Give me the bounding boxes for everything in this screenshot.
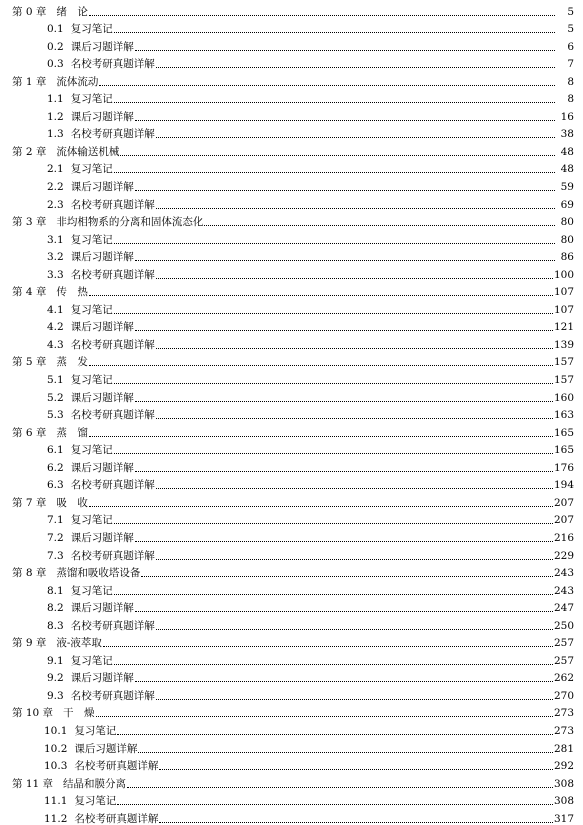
toc-chapter-entry[interactable]	[0, 281, 583, 299]
dot-leader	[135, 681, 553, 682]
toc-page-number: 86	[560, 251, 574, 264]
toc-section-entry[interactable]	[0, 456, 583, 474]
toc-entry-number: 1.3	[47, 128, 64, 141]
toc-entry-number: 第 5 章	[12, 356, 47, 369]
dot-leader	[156, 137, 555, 138]
toc-entry-title: 名校考研真题详解	[70, 58, 155, 71]
toc-entry-number: 6.1	[47, 444, 64, 457]
toc-entry-title: 课后习题详解	[74, 742, 138, 755]
toc-entry-number: 4.3	[47, 338, 64, 351]
dot-leader	[114, 594, 553, 595]
dot-leader	[135, 190, 555, 191]
toc-chapter-entry[interactable]	[0, 351, 583, 369]
toc-entry-title: 复习笔记	[70, 303, 113, 316]
toc-chapter-entry[interactable]	[0, 772, 583, 790]
toc-page-number: 59	[560, 181, 574, 194]
toc-entry-number: 第 3 章	[12, 216, 47, 229]
toc-entry-number: 4.1	[47, 303, 64, 316]
dot-leader	[114, 453, 553, 454]
toc-entry-number: 2.2	[47, 181, 64, 194]
toc-page-number: 176	[553, 461, 574, 474]
toc-entry-number: 11.1	[44, 795, 68, 808]
toc-section-entry[interactable]	[0, 246, 583, 264]
toc-entry-number: 7.2	[47, 531, 64, 544]
dot-leader	[89, 15, 555, 16]
toc-entry-title: 课后习题详解	[70, 391, 134, 404]
toc-page-number: 292	[553, 760, 574, 773]
dot-leader	[135, 120, 555, 121]
toc-entry-number: 1.2	[47, 110, 64, 123]
toc-entry-title: 课后习题详解	[70, 531, 134, 544]
toc-chapter-entry[interactable]	[0, 491, 583, 509]
toc-section-entry[interactable]	[0, 53, 583, 71]
dot-leader	[89, 295, 553, 296]
dot-leader	[114, 102, 555, 103]
toc-page-number: 194	[553, 479, 574, 492]
toc-entry-number: 7.1	[47, 514, 64, 527]
dot-leader	[114, 313, 553, 314]
toc-page-number: 107	[553, 303, 574, 316]
toc-entry-title: 课后习题详解	[70, 251, 134, 264]
dot-leader	[156, 348, 553, 349]
toc-entry-title: 蒸 发	[56, 356, 88, 369]
dot-leader	[135, 330, 553, 331]
toc-entry-number: 1.1	[47, 93, 64, 106]
toc-chapter-entry[interactable]	[0, 421, 583, 439]
toc-entry-title: 传 热	[56, 286, 88, 299]
toc-entry-number: 8.2	[47, 602, 64, 615]
dot-leader	[89, 365, 553, 366]
toc-entry-number: 3.3	[47, 268, 64, 281]
toc-section-entry[interactable]	[0, 684, 583, 702]
toc-page-number: 7	[567, 58, 574, 71]
toc-entry-number: 7.3	[47, 549, 64, 562]
toc-entry-number: 4.2	[47, 321, 64, 334]
toc-entry-number: 3.1	[47, 233, 64, 246]
dot-leader	[135, 401, 553, 402]
toc-page-number: 8	[567, 75, 574, 88]
toc-entry-number: 5.2	[47, 391, 64, 404]
toc-page-number: 6	[567, 40, 574, 53]
toc-entry-number: 第 4 章	[12, 286, 47, 299]
toc-entry-title: 流体流动	[56, 75, 99, 88]
toc-entry-number: 第 2 章	[12, 145, 47, 158]
toc-entry-number: 11.2	[44, 812, 68, 825]
dot-leader	[156, 699, 553, 700]
toc-entry-title: 名校考研真题详解	[70, 128, 155, 141]
toc-entry-title: 蒸馏和吸收塔设备	[56, 567, 141, 580]
toc-section-entry[interactable]	[0, 614, 583, 632]
toc-entry-number: 8.1	[47, 584, 64, 597]
toc-entry-number: 第 6 章	[12, 426, 47, 439]
toc-page-number: 160	[553, 391, 574, 404]
toc-chapter-entry[interactable]	[0, 70, 583, 88]
dot-leader	[99, 85, 555, 86]
toc-page-number: 121	[553, 321, 574, 334]
dot-leader	[117, 804, 553, 805]
dot-leader	[159, 822, 553, 823]
toc-entry-title: 复习笔记	[74, 795, 117, 808]
toc-entry-title: 绪 论	[56, 5, 88, 18]
toc-section-entry[interactable]	[0, 228, 583, 246]
toc-entry-title: 名校考研真题详解	[70, 268, 155, 281]
toc-entry-title: 课后习题详解	[70, 321, 134, 334]
dot-leader	[127, 787, 553, 788]
toc-page-number: 262	[553, 672, 574, 685]
toc-entry-number: 9.1	[47, 654, 64, 667]
toc-page-number: 38	[560, 128, 574, 141]
toc-entry-number: 10.3	[44, 760, 68, 773]
toc-entry-title: 流体输送机械	[56, 145, 120, 158]
toc-chapter-entry[interactable]	[0, 211, 583, 229]
toc-entry-title: 课后习题详解	[70, 672, 134, 685]
toc-entry-number: 0.1	[47, 23, 64, 36]
toc-entry-number: 0.2	[47, 40, 64, 53]
dot-leader	[156, 208, 555, 209]
toc-entry-title: 课后习题详解	[70, 40, 134, 53]
toc-section-entry[interactable]	[0, 439, 583, 457]
toc-entry-title: 名校考研真题详解	[70, 549, 155, 562]
dot-leader	[96, 716, 553, 717]
toc-entry-number: 9.3	[47, 689, 64, 702]
toc-page-number: 48	[560, 163, 574, 176]
toc-entry-title: 干 燥	[63, 707, 95, 720]
toc-page-number: 308	[553, 777, 574, 790]
toc-entry-title: 液-液萃取	[56, 637, 102, 650]
toc-section-entry[interactable]	[0, 474, 583, 492]
toc-page-number: 157	[553, 356, 574, 369]
toc-section-entry[interactable]	[0, 18, 583, 36]
toc-entry-title: 复习笔记	[70, 444, 113, 457]
toc-page-number: 273	[553, 707, 574, 720]
toc-entry-title: 名校考研真题详解	[70, 409, 155, 422]
dot-leader	[135, 611, 553, 612]
dot-leader	[120, 155, 555, 156]
toc-page-number: 8	[567, 93, 574, 106]
toc-page-number: 317	[553, 812, 574, 825]
dot-leader	[156, 629, 553, 630]
toc-entry-number: 第 7 章	[12, 496, 47, 509]
toc-section-entry[interactable]	[0, 404, 583, 422]
toc-entry-title: 复习笔记	[70, 233, 113, 246]
toc-entry-title: 复习笔记	[70, 514, 113, 527]
toc-page-number: 243	[553, 567, 574, 580]
toc-entry-title: 吸 收	[56, 496, 88, 509]
dot-leader	[135, 260, 555, 261]
dot-leader	[135, 541, 553, 542]
toc-entry-number: 6.2	[47, 461, 64, 474]
toc-section-entry[interactable]	[0, 193, 583, 211]
dot-leader	[117, 734, 553, 735]
toc-entry-title: 名校考研真题详解	[74, 812, 159, 825]
toc-entry-title: 蒸 馏	[56, 426, 88, 439]
toc-page-number: 5	[567, 5, 574, 18]
toc-entry-number: 10.2	[44, 742, 68, 755]
toc-page-number: 247	[553, 602, 574, 615]
dot-leader	[138, 752, 553, 753]
toc-page-number: 270	[553, 689, 574, 702]
toc-entry-title: 课后习题详解	[70, 602, 134, 615]
toc-entry-title: 复习笔记	[70, 654, 113, 667]
toc-entry-number: 6.3	[47, 479, 64, 492]
toc-entry-number: 3.2	[47, 251, 64, 264]
dot-leader	[89, 436, 553, 437]
toc-page-number: 257	[553, 654, 574, 667]
dot-leader	[141, 576, 553, 577]
toc-chapter-entry[interactable]	[0, 702, 583, 720]
toc-page-number: 139	[553, 338, 574, 351]
toc-entry-title: 名校考研真题详解	[70, 689, 155, 702]
toc-entry-number: 10.1	[44, 724, 68, 737]
toc-section-entry[interactable]	[0, 386, 583, 404]
dot-leader	[156, 67, 555, 68]
toc-entry-title: 名校考研真题详解	[70, 198, 155, 211]
toc-entry-number: 5.3	[47, 409, 64, 422]
toc-page-number: 5	[567, 23, 574, 36]
dot-leader	[135, 50, 555, 51]
toc-entry-title: 复习笔记	[70, 93, 113, 106]
toc-section-entry[interactable]	[0, 316, 583, 334]
dot-leader	[114, 172, 555, 173]
toc-section-entry[interactable]	[0, 298, 583, 316]
toc-entry-title: 名校考研真题详解	[70, 479, 155, 492]
dot-leader	[114, 664, 553, 665]
toc-section-entry[interactable]	[0, 737, 583, 755]
toc-chapter-entry[interactable]	[0, 0, 583, 18]
toc-entry-number: 第 11 章	[12, 777, 54, 790]
toc-page-number: 163	[553, 409, 574, 422]
toc-page-number: 80	[560, 233, 574, 246]
dot-leader	[156, 418, 553, 419]
toc-section-entry[interactable]	[0, 368, 583, 386]
toc-entry-title: 复习笔记	[70, 374, 113, 387]
toc-entry-title: 复习笔记	[70, 163, 113, 176]
toc-page-number: 48	[560, 145, 574, 158]
toc-entry-number: 第 1 章	[12, 75, 47, 88]
toc-section-entry[interactable]	[0, 509, 583, 527]
toc-page-number: 107	[553, 286, 574, 299]
toc-page-number: 165	[553, 426, 574, 439]
toc-page-number: 16	[560, 110, 574, 123]
toc-page-number: 243	[553, 584, 574, 597]
toc-section-entry[interactable]	[0, 35, 583, 53]
toc-page-number: 157	[553, 374, 574, 387]
toc-page-number: 207	[553, 496, 574, 509]
toc-section-entry[interactable]	[0, 790, 583, 808]
dot-leader	[114, 243, 555, 244]
dot-leader	[159, 769, 553, 770]
toc-entry-number: 2.1	[47, 163, 64, 176]
toc-entry-title: 非均相物系的分离和固体流态化	[56, 216, 204, 229]
toc-section-entry[interactable]	[0, 667, 583, 685]
toc-section-entry[interactable]	[0, 755, 583, 773]
dot-leader	[156, 278, 553, 279]
toc-page-number: 207	[553, 514, 574, 527]
toc-section-entry[interactable]	[0, 158, 583, 176]
toc-page-number: 281	[553, 742, 574, 755]
toc-section-entry[interactable]	[0, 649, 583, 667]
toc-section-entry[interactable]	[0, 579, 583, 597]
toc-section-entry[interactable]	[0, 807, 583, 825]
toc-entry-title: 名校考研真题详解	[70, 619, 155, 632]
toc-section-entry[interactable]	[0, 719, 583, 737]
toc-entry-number: 5.1	[47, 374, 64, 387]
toc-entry-number: 0.3	[47, 58, 64, 71]
dot-leader	[156, 488, 553, 489]
dot-leader	[89, 506, 553, 507]
toc-chapter-entry[interactable]	[0, 632, 583, 650]
toc-entry-number: 第 9 章	[12, 637, 47, 650]
toc-page-number: 165	[553, 444, 574, 457]
toc-entry-title: 复习笔记	[70, 584, 113, 597]
toc-entry-title: 名校考研真题详解	[74, 760, 159, 773]
toc-entry-title: 课后习题详解	[70, 181, 134, 194]
dot-leader	[135, 471, 553, 472]
toc-section-entry[interactable]	[0, 333, 583, 351]
dot-leader	[156, 559, 553, 560]
toc-page-number: 257	[553, 637, 574, 650]
toc-entry-title: 课后习题详解	[70, 110, 134, 123]
toc-page-number: 100	[553, 268, 574, 281]
toc-entry-title: 结晶和膜分离	[63, 777, 127, 790]
toc-entry-title: 名校考研真题详解	[70, 338, 155, 351]
toc-page-number: 229	[553, 549, 574, 562]
toc-entry-title: 复习笔记	[74, 724, 117, 737]
dot-leader	[204, 225, 555, 226]
toc-section-entry[interactable]	[0, 105, 583, 123]
toc-entry-number: 9.2	[47, 672, 64, 685]
toc-section-entry[interactable]	[0, 123, 583, 141]
toc-page-number: 69	[560, 198, 574, 211]
toc-section-entry[interactable]	[0, 175, 583, 193]
dot-leader	[114, 32, 555, 33]
toc-chapter-entry[interactable]	[0, 140, 583, 158]
toc-page-number: 80	[560, 216, 574, 229]
toc-entry-number: 2.3	[47, 198, 64, 211]
toc-entry-number: 第 0 章	[12, 5, 47, 18]
toc-entry-number: 第 10 章	[12, 707, 54, 720]
toc-entry-title: 课后习题详解	[70, 461, 134, 474]
dot-leader	[103, 646, 553, 647]
toc-page-number: 250	[553, 619, 574, 632]
toc-section-entry[interactable]	[0, 544, 583, 562]
dot-leader	[114, 523, 553, 524]
toc-chapter-entry[interactable]	[0, 562, 583, 580]
dot-leader	[114, 383, 553, 384]
toc-entry-number: 8.3	[47, 619, 64, 632]
toc-page-number: 308	[553, 795, 574, 808]
toc-section-entry[interactable]	[0, 263, 583, 281]
toc-page-number: 216	[553, 531, 574, 544]
toc-section-entry[interactable]	[0, 88, 583, 106]
toc-section-entry[interactable]	[0, 597, 583, 615]
toc-page-number: 273	[553, 724, 574, 737]
toc-entry-number: 第 8 章	[12, 567, 47, 580]
toc-entry-title: 复习笔记	[70, 23, 113, 36]
toc-section-entry[interactable]	[0, 526, 583, 544]
